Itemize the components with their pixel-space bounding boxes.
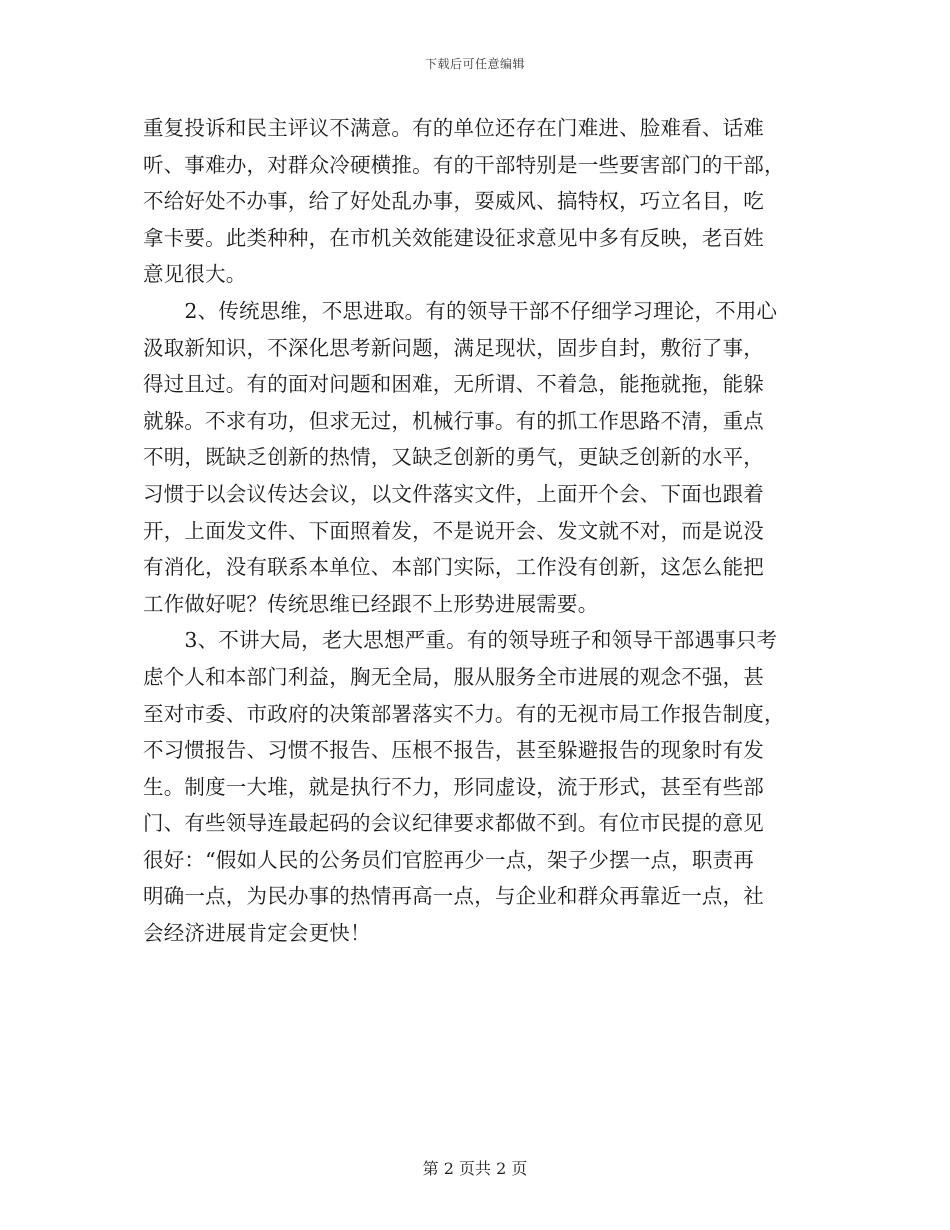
text-line: 就躲。不求有功，但求无过，机械行事。有的抓工作思路不清，重点 — [143, 408, 764, 433]
text-line: 会经济进展肯定会更快！ — [143, 921, 371, 946]
text-line: 生。制度一大堆，就是执行不力，形同虚设，流于形式，甚至有些部 — [143, 774, 764, 799]
page-header: 下载后可任意编辑 — [424, 57, 525, 71]
text-line: 不习惯报告、习惯不报告、压根不报告，甚至躲避报告的现象时有发 — [143, 738, 764, 763]
text-line: 重复投诉和民主评议不满意。有的单位还存在门难进、脸难看、话难 — [143, 116, 764, 140]
text-line: 得过且过。有的面对问题和困难，无所谓、不着急，能拖就拖，能躲 — [143, 372, 764, 397]
text-line: 工作做好呢？传统思维已经跟不上形势进展需要。 — [143, 591, 599, 616]
text-line: 汲取新知识，不深化思考新问题，满足现状，固步自封，敷衍了事， — [143, 335, 764, 360]
text-line: 虑个人和本部门利益，胸无全局，服从服务全市进展的观念不强，甚 — [143, 664, 764, 689]
text-line: 3、不讲大局，老大思想严重。有的领导班子和领导干部遇事只考 — [143, 628, 778, 653]
text-line: 不给好处不办事，给了好处乱办事，耍威风、搞特权，巧立名目，吃 — [143, 189, 764, 214]
text-line: 拿卡要。此类种种，在市机关效能建设征求意见中多有反映，老百姓 — [143, 225, 764, 250]
text-line: 很好：“假如人民的公务员们官腔再少一点，架子少摆一点，职责再 — [143, 847, 754, 872]
text-line: 明确一点，为民办事的热情再高一点，与企业和群众再靠近一点，社 — [143, 884, 764, 909]
text-line: 有消化，没有联系本单位、本部门实际，工作没有创新，这怎么能把 — [143, 555, 764, 580]
page-number-footer: 第 2 页共 2 页 — [422, 1159, 528, 1178]
text-line: 至对市委、市政府的决策部署落实不力。有的无视市局工作报告制度， — [143, 701, 785, 726]
text-line: 2、传统思维，不思进取。有的领导干部不仔细学习理论，不用心 — [143, 298, 778, 323]
document-body — [143, 110, 813, 952]
text-line: 门、有些领导连最起码的会议纪律要求都做不到。有位市民提的意见 — [143, 811, 764, 836]
text-line: 意见很大。 — [143, 262, 247, 287]
text-line: 习惯于以会议传达会议，以文件落实文件，上面开个会、下面也跟着 — [143, 481, 764, 506]
text-line: 开，上面发文件、下面照着发，不是说开会、发文就不对，而是说没 — [143, 518, 764, 543]
text-line: 不明，既缺乏创新的热情，又缺乏创新的勇气，更缺乏创新的水平， — [143, 445, 764, 470]
text-line: 听、事难办，对群众冷硬横推。有的干部特别是一些要害部门的干部， — [143, 152, 785, 177]
